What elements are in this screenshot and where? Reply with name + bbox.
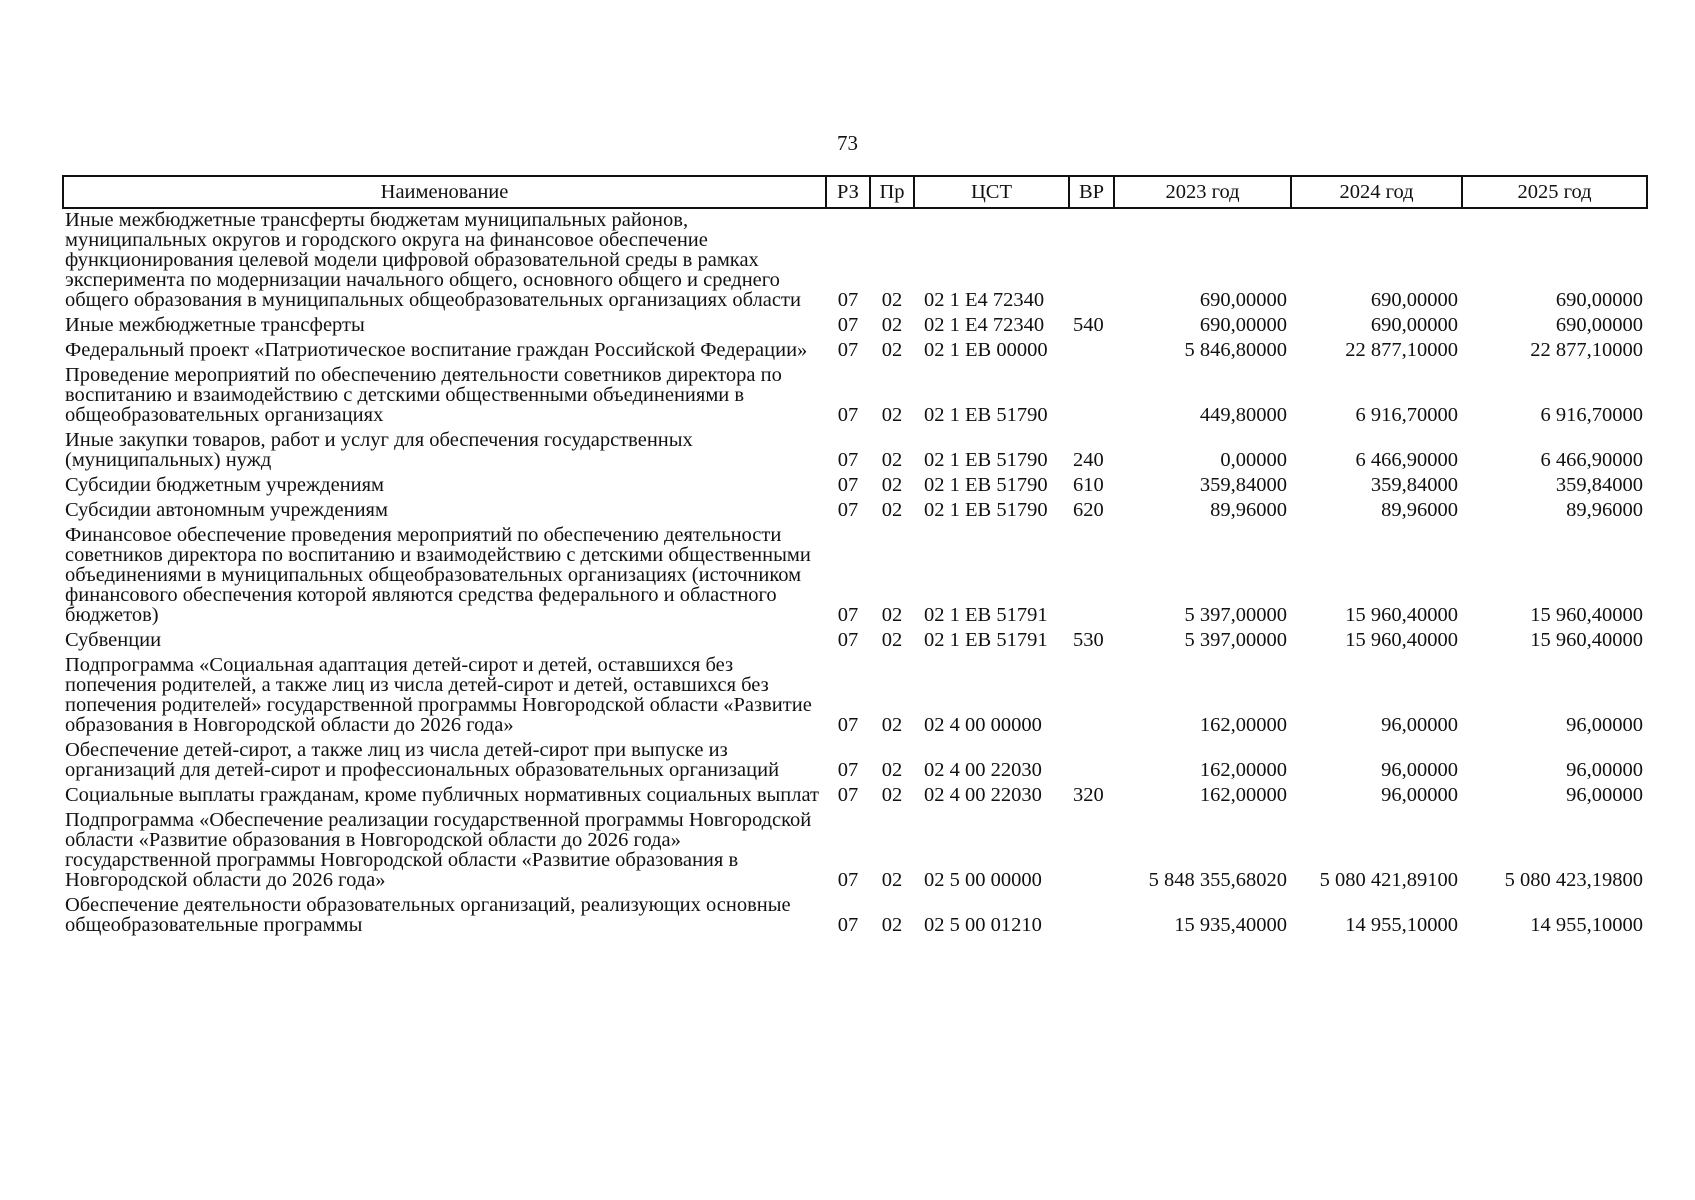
row-name: Подпрограмма «Социальная адаптация детей-сирот и детей, оставшихся без попечения родителей, а также лиц из числа детей-сирот и детей, оставшихся без попечения родителей» государственной программы Новгородской области «Развитие образования в Новгородской области до 2026 года» bbox=[65, 654, 812, 736]
row-pr: 02 bbox=[881, 339, 903, 361]
row-amount-2025: 15 960,40000 bbox=[1530, 604, 1643, 626]
header-vr: ВР bbox=[1069, 176, 1114, 208]
row-pr: 02 bbox=[881, 289, 903, 311]
row-rz: 07 bbox=[837, 629, 859, 651]
row-pr: 02 bbox=[881, 604, 903, 626]
table-row bbox=[63, 335, 1647, 360]
row-amount-2024: 6 916,70000 bbox=[1355, 404, 1458, 426]
row-amount-2024: 15 960,40000 bbox=[1345, 604, 1458, 626]
row-name: Социальные выплаты гражданам, кроме публичных нормативных социальных выплат bbox=[65, 784, 820, 806]
row-name: Проведение мероприятий по обеспечению деятельности советников директора по воспитанию и взаимодействию с детскими общественными объединениями в общеобразовательных организациях bbox=[65, 364, 782, 426]
table-row bbox=[63, 890, 1647, 935]
row-cst: 02 1 ЕВ 51791 bbox=[924, 629, 1048, 651]
row-name: Иные межбюджетные трансферты бюджетам муниципальных районов, муниципальных округов и городского округа на финансовое обеспечение функционирования целевой модели цифровой образовательной среды в рамках эксперимента по модернизации начального общего, основного общего и среднего общего образования в муниципальных общеобразовательных организациях области bbox=[65, 209, 801, 311]
row-amount-2023: 5 397,00000 bbox=[1184, 629, 1287, 651]
budget-table bbox=[62, 175, 1648, 935]
header-rz: РЗ bbox=[826, 176, 870, 208]
row-amount-2024: 690,00000 bbox=[1370, 314, 1458, 336]
row-cst: 02 1 Е4 72340 bbox=[924, 289, 1045, 311]
row-vr: 540 bbox=[1073, 314, 1104, 336]
row-amount-2024: 96,00000 bbox=[1381, 759, 1458, 781]
row-cst: 02 4 00 22030 bbox=[924, 759, 1042, 781]
table-row bbox=[63, 625, 1647, 650]
header-cst: ЦСТ bbox=[914, 176, 1069, 208]
row-amount-2025: 96,00000 bbox=[1566, 784, 1643, 806]
row-cst: 02 1 ЕВ 51790 bbox=[924, 499, 1048, 521]
row-pr: 02 bbox=[881, 499, 903, 521]
table-row bbox=[63, 360, 1647, 425]
row-name: Обеспечение деятельности образовательных организаций, реализующих основные общеобразовательные программы bbox=[65, 894, 791, 936]
row-amount-2025: 22 877,10000 bbox=[1530, 339, 1643, 361]
row-vr: 610 bbox=[1073, 474, 1104, 496]
row-amount-2024: 5 080 421,89100 bbox=[1319, 869, 1458, 891]
table-row bbox=[63, 425, 1647, 470]
row-amount-2025: 6 466,90000 bbox=[1540, 449, 1643, 471]
row-name: Иные закупки товаров, работ и услуг для обеспечения государственных (муниципальных) нужд bbox=[65, 429, 693, 471]
row-pr: 02 bbox=[881, 474, 903, 496]
table-row bbox=[63, 470, 1647, 495]
row-amount-2023: 162,00000 bbox=[1199, 784, 1287, 806]
row-amount-2025: 89,96000 bbox=[1566, 499, 1643, 521]
row-pr: 02 bbox=[881, 759, 903, 781]
page-number: 73 bbox=[837, 131, 858, 155]
row-rz: 07 bbox=[837, 714, 859, 736]
header-pr: Пр bbox=[870, 176, 914, 208]
row-vr bbox=[1069, 360, 1114, 425]
row-amount-2024: 15 960,40000 bbox=[1345, 629, 1458, 651]
row-rz: 07 bbox=[837, 914, 859, 936]
row-name: Подпрограмма «Обеспечение реализации государственной программы Новгородской области «Развитие образования в Новгородской области до 2026 года» государственной программы Новгородской области «Развитие образования в Новгородской области до 2026 года» bbox=[65, 809, 812, 891]
row-amount-2024: 89,96000 bbox=[1381, 499, 1458, 521]
table-row bbox=[63, 520, 1647, 625]
row-cst: 02 5 00 01210 bbox=[924, 914, 1042, 936]
table-row bbox=[63, 735, 1647, 780]
row-name: Субвенции bbox=[65, 629, 162, 651]
row-amount-2024: 22 877,10000 bbox=[1345, 339, 1458, 361]
header-2025: 2025 год bbox=[1462, 176, 1647, 208]
row-name: Финансовое обеспечение проведения мероприятий по обеспечению деятельности советников директора по воспитанию и взаимодействию с детскими общественными объединениями в муниципальных общеобразовательных организациях (источником финансового обеспечения которой являются средства федерального и областного бюджетов) bbox=[65, 524, 811, 626]
row-vr bbox=[1069, 335, 1114, 360]
row-pr: 02 bbox=[881, 629, 903, 651]
table-body bbox=[63, 208, 1647, 935]
row-pr: 02 bbox=[881, 914, 903, 936]
row-amount-2023: 162,00000 bbox=[1199, 759, 1287, 781]
row-amount-2023: 5 397,00000 bbox=[1184, 604, 1287, 626]
row-cst: 02 1 ЕВ 51791 bbox=[924, 604, 1048, 626]
row-amount-2024: 690,00000 bbox=[1370, 289, 1458, 311]
row-vr: 240 bbox=[1073, 449, 1104, 471]
row-cst: 02 1 Е4 72340 bbox=[924, 314, 1045, 336]
row-pr: 02 bbox=[881, 714, 903, 736]
row-cst: 02 5 00 00000 bbox=[924, 869, 1042, 891]
table-header-row bbox=[63, 176, 1647, 208]
row-rz: 07 bbox=[837, 869, 859, 891]
row-rz: 07 bbox=[837, 449, 859, 471]
row-amount-2023: 359,84000 bbox=[1199, 474, 1287, 496]
row-vr: 620 bbox=[1073, 499, 1104, 521]
row-amount-2023: 89,96000 bbox=[1210, 499, 1287, 521]
row-pr: 02 bbox=[881, 784, 903, 806]
row-amount-2025: 6 916,70000 bbox=[1540, 404, 1643, 426]
row-amount-2024: 96,00000 bbox=[1381, 714, 1458, 736]
row-amount-2023: 5 846,80000 bbox=[1184, 339, 1287, 361]
row-cst: 02 4 00 00000 bbox=[924, 714, 1042, 736]
row-vr bbox=[1069, 805, 1114, 890]
table-row bbox=[63, 805, 1647, 890]
row-amount-2025: 15 960,40000 bbox=[1530, 629, 1643, 651]
row-amount-2024: 96,00000 bbox=[1381, 784, 1458, 806]
row-rz: 07 bbox=[837, 339, 859, 361]
table-row bbox=[63, 310, 1647, 335]
row-amount-2024: 14 955,10000 bbox=[1345, 914, 1458, 936]
row-vr: 320 bbox=[1073, 784, 1104, 806]
row-rz: 07 bbox=[837, 499, 859, 521]
row-amount-2023: 15 935,40000 bbox=[1174, 914, 1287, 936]
row-rz: 07 bbox=[837, 759, 859, 781]
row-cst: 02 1 ЕВ 51790 bbox=[924, 404, 1048, 426]
row-name: Субсидии автономным учреждениям bbox=[65, 499, 388, 521]
row-pr: 02 bbox=[881, 449, 903, 471]
table-row bbox=[63, 780, 1647, 805]
row-amount-2024: 359,84000 bbox=[1370, 474, 1458, 496]
row-amount-2023: 5 848 355,68020 bbox=[1148, 869, 1287, 891]
row-cst: 02 1 ЕВ 51790 bbox=[924, 449, 1048, 471]
row-amount-2023: 162,00000 bbox=[1199, 714, 1287, 736]
row-rz: 07 bbox=[837, 784, 859, 806]
row-amount-2025: 96,00000 bbox=[1566, 714, 1643, 736]
row-vr bbox=[1069, 520, 1114, 625]
row-pr: 02 bbox=[881, 404, 903, 426]
row-amount-2023: 449,80000 bbox=[1199, 404, 1287, 426]
row-rz: 07 bbox=[837, 604, 859, 626]
row-name: Субсидии бюджетным учреждениям bbox=[65, 474, 385, 496]
row-rz: 07 bbox=[837, 404, 859, 426]
row-amount-2023: 690,00000 bbox=[1199, 314, 1287, 336]
row-vr bbox=[1069, 890, 1114, 935]
row-rz: 07 bbox=[837, 474, 859, 496]
row-cst: 02 1 ЕВ 00000 bbox=[924, 339, 1048, 361]
row-amount-2025: 690,00000 bbox=[1555, 289, 1643, 311]
row-amount-2023: 0,00000 bbox=[1220, 449, 1287, 471]
row-amount-2025: 5 080 423,19800 bbox=[1504, 869, 1643, 891]
row-amount-2023: 690,00000 bbox=[1199, 289, 1287, 311]
row-amount-2025: 96,00000 bbox=[1566, 759, 1643, 781]
row-amount-2025: 359,84000 bbox=[1555, 474, 1643, 496]
row-pr: 02 bbox=[881, 314, 903, 336]
row-vr bbox=[1069, 650, 1114, 735]
header-name: Наименование bbox=[63, 176, 826, 208]
table-row bbox=[63, 650, 1647, 735]
header-2023: 2023 год bbox=[1114, 176, 1291, 208]
row-vr bbox=[1069, 208, 1114, 310]
row-pr: 02 bbox=[881, 869, 903, 891]
row-cst: 02 4 00 22030 bbox=[924, 784, 1042, 806]
row-rz: 07 bbox=[837, 289, 859, 311]
table-row bbox=[63, 495, 1647, 520]
table-row bbox=[63, 208, 1647, 310]
row-rz: 07 bbox=[837, 314, 859, 336]
row-cst: 02 1 ЕВ 51790 bbox=[924, 474, 1048, 496]
row-vr: 530 bbox=[1073, 629, 1104, 651]
row-vr bbox=[1069, 735, 1114, 780]
row-name: Обеспечение детей-сирот, а также лиц из числа детей-сирот при выпуске из организаций для детей-сирот и профессиональных образовательных организаций bbox=[65, 739, 780, 781]
row-amount-2024: 6 466,90000 bbox=[1355, 449, 1458, 471]
row-amount-2025: 690,00000 bbox=[1555, 314, 1643, 336]
header-2024: 2024 год bbox=[1291, 176, 1462, 208]
row-name: Иные межбюджетные трансферты bbox=[65, 314, 365, 336]
row-name: Федеральный проект «Патриотическое воспитание граждан Российской Федерации» bbox=[65, 339, 808, 361]
row-amount-2025: 14 955,10000 bbox=[1530, 914, 1643, 936]
